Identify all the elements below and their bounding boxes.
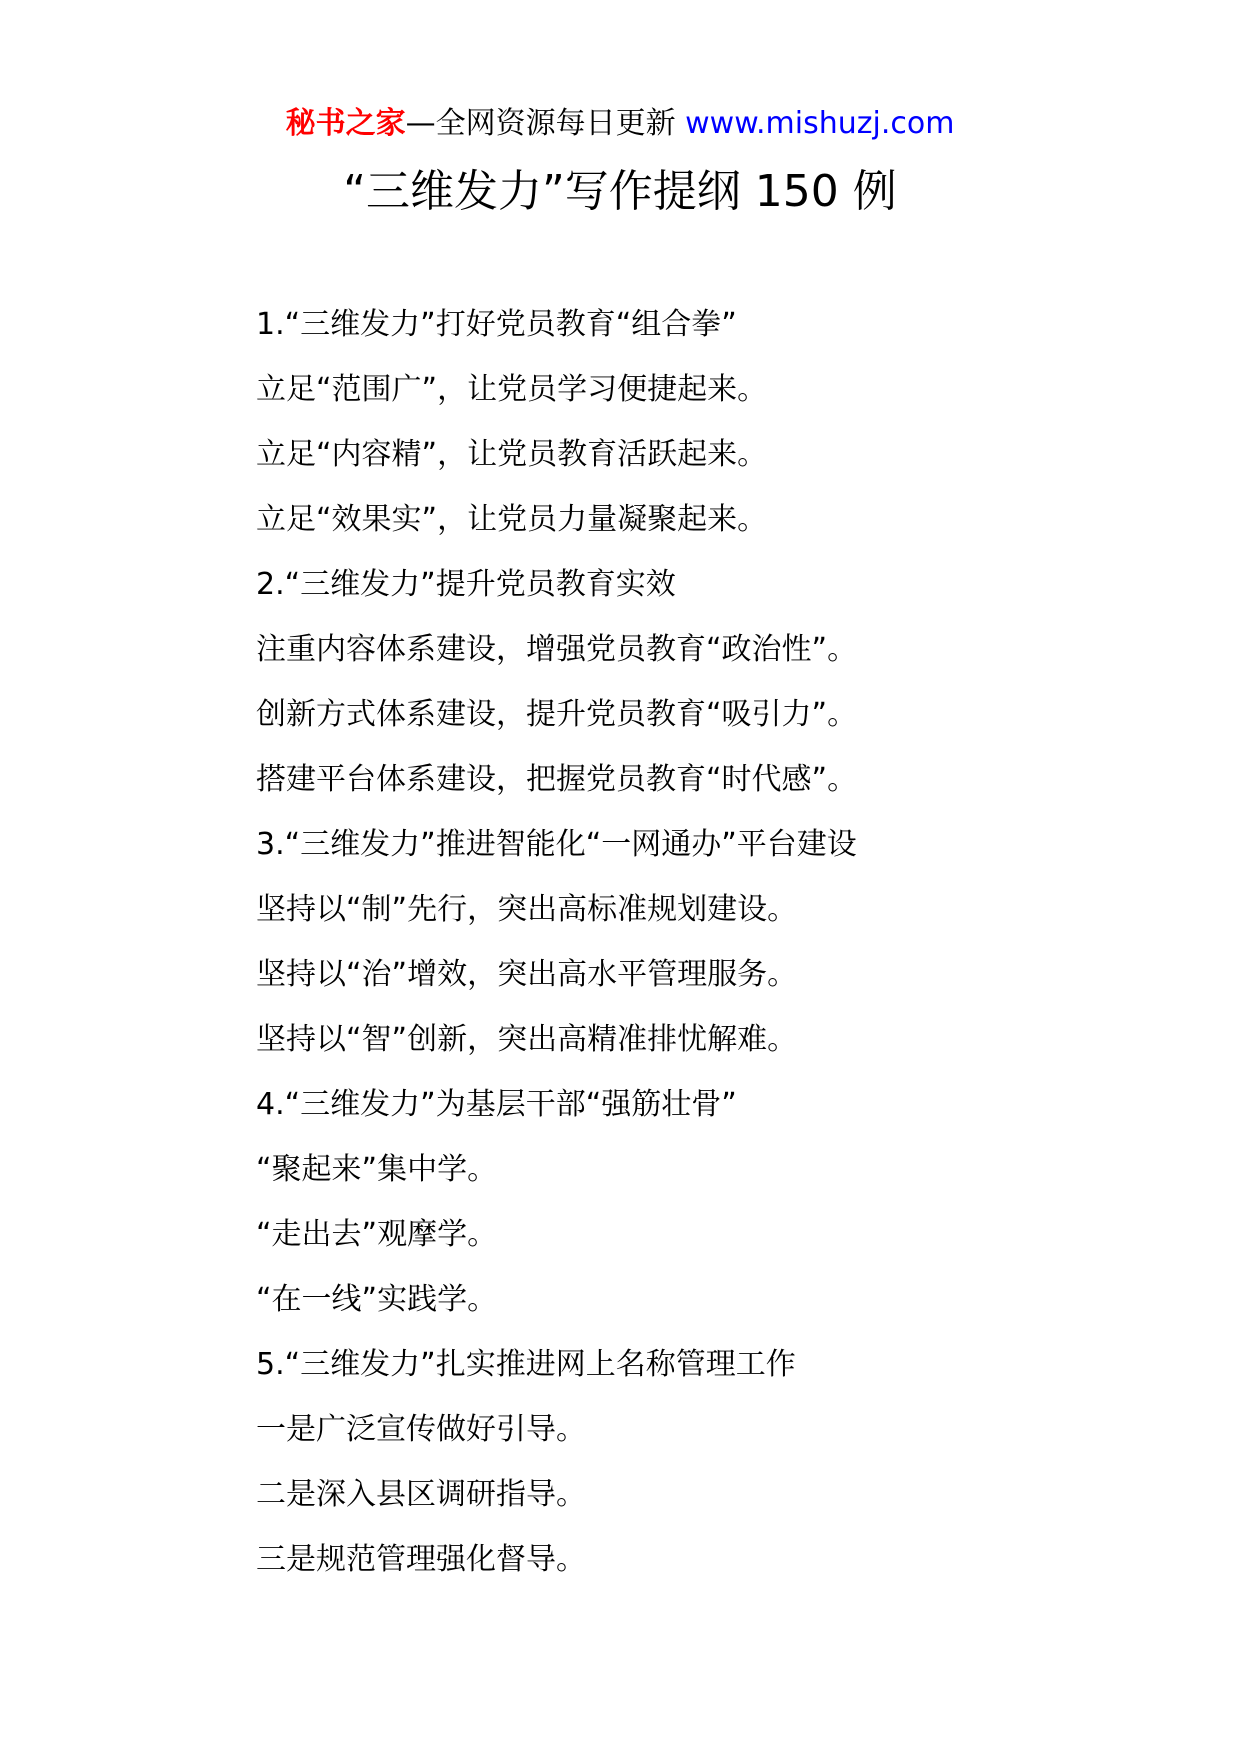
site-url[interactable]: www.mishuzj.com xyxy=(685,106,955,141)
body-line: 立足“内容精”，让党员教育活跃起来。 xyxy=(256,437,768,472)
body-line: 注重内容体系建设，增强党员教育“政治性”。 xyxy=(256,632,858,667)
header-tagline: —全网资源每日更新 xyxy=(405,106,686,141)
body-line: 立足“效果实”，让党员力量凝聚起来。 xyxy=(256,502,768,537)
body-line: 搭建平台体系建设，把握党员教育“时代感”。 xyxy=(256,762,858,797)
body-line: “聚起来”集中学。 xyxy=(256,1152,498,1187)
section-heading-3: 3.“三维发力”推进智能化“一网通办”平台建设 xyxy=(256,827,857,862)
site-header xyxy=(0,102,1240,146)
body-line: 创新方式体系建设，提升党员教育“吸引力”。 xyxy=(256,697,858,732)
body-line: 坚持以“智”创新，突出高精准排忧解难。 xyxy=(256,1022,798,1057)
body-line: 坚持以“治”增效，突出高水平管理服务。 xyxy=(256,957,798,992)
section-heading-5: 5.“三维发力”扎实推进网上名称管理工作 xyxy=(256,1347,796,1382)
body-line: 一是广泛宣传做好引导。 xyxy=(256,1412,586,1447)
document-body xyxy=(256,292,1156,1592)
document-title: “三维发力”写作提纲 150 例 xyxy=(343,166,897,217)
body-line: 立足“范围广”，让党员学习便捷起来。 xyxy=(256,372,768,407)
body-line: 二是深入县区调研指导。 xyxy=(256,1477,586,1512)
body-line: “在一线”实践学。 xyxy=(256,1282,498,1317)
section-heading-4: 4.“三维发力”为基层干部“强筋壮骨” xyxy=(256,1087,737,1122)
body-line: “走出去”观摩学。 xyxy=(256,1217,498,1252)
section-heading-1: 1.“三维发力”打好党员教育“组合拳” xyxy=(256,307,737,342)
body-line: 坚持以“制”先行，突出高标准规划建设。 xyxy=(256,892,798,927)
brand-name: 秘书之家 xyxy=(285,106,406,141)
body-line: 三是规范管理强化督导。 xyxy=(256,1542,586,1577)
section-heading-2: 2.“三维发力”提升党员教育实效 xyxy=(256,567,676,602)
